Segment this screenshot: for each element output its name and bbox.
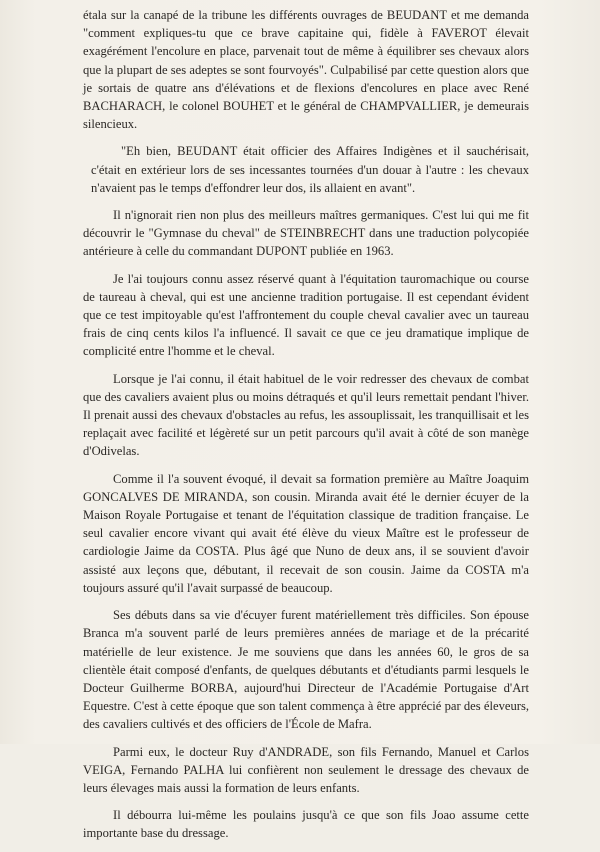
paragraph: étala sur la canapé de la tribune les différents ouvrages de BEUDANT et me demanda "comment expliques-tu que ce brave capitaine qui, fidèle à FAVEROT élevait exagérément l'encolure en place, parvenait tout de même à équilibrer ses chevaux alors que la plupart de ses adeptes se sont fourvoyés". Culpabilisé par cette question alors que je sortais de quatre ans d'élévations et de flexions d'encolures en place avec René BACHARACH, le colonel BOUHET et le général de CHAMPVALLIER, je demeurais silencieux. — [83, 8, 529, 132]
paragraph: Il n'ignorait rien non plus des meilleurs maîtres germaniques. C'est lui qui me fit découvrir le "Gymnase du cheval" de STEINBRECHT dans une traduction polycopiée antérieure à celle du commandant DUPONT publiée en 1963. — [83, 208, 529, 259]
paragraph: Lorsque je l'ai connu, il était habituel de le voir redresser des chevaux de combat que des cavaliers avaient plus ou moins détraqués et qu'il leurs remettait pendant l'hiver. Il prenait aussi des chevaux d'obstacles au refus, les assouplissait, les tranquillisait et les replaçait avec facilité et légèreté sur un petit parcours qu'il avait à côté de son manège d'Odivelas. — [83, 371, 529, 459]
paragraph: Il débourra lui-même les poulains jusqu'à ce que son fils Joao assume cette importante base du dressage. — [83, 808, 529, 841]
paragraph: Parmi eux, le docteur Ruy d'ANDRADE, son fils Fernando, Manuel et Carlos VEIGA, Fernando PALHA lui confièrent non seulement le dressage des chevaux de leurs élevages mais aussi la formation de leurs enfants. — [83, 744, 529, 795]
paragraph: Je l'ai toujours connu assez réservé quant à l'équitation tauromachique ou course de taureau à cheval, qui est une ancienne tradition portugaise. Il est cependant évident que ce test impitoyable qu'est l'affrontement du couple cheval cavalier avec un taureau frais de cinq cents kilos l'a influencé. Il savait ce que ce jeu dramatique implique de complicité entre l'homme et le cheval. — [83, 271, 529, 359]
paragraph: Comme il l'a souvent évoqué, il devait sa formation première au Maître Joaquim GONCALVES DE MIRANDA, son cousin. Miranda avait été le dernier écuyer de la Maison Royale Portugaise et tenant de l'équitation classique de tradition française. Le seul cavalier encore vivant qui avait été élève du vieux Maître est le professeur de cardiologie Jaime da COSTA. Plus âgé que Nuno de deux ans, il se souvient d'avoir assisté aux leçons que, débutant, il recevait de son cousin. Jaime da COSTA m'a toujours assuré qu'il l'avait surpassé de beaucoup. — [83, 471, 529, 595]
paragraph: Ses débuts dans sa vie d'écuyer furent matériellement très difficiles. Son épouse Branca m'a souvent parlé de leurs premières années de mariage et de la précarité matérielle de leur existence. Je me souviens que dans les années 60, le gros de sa clientèle était composé d'enfants, de quelques débutants et d'étudiants parmi lesquels le Docteur Guilherme BORBA, aujourd'hui Directeur de l'Académie Portugaise d'Art Equestre. C'est à cette époque que son talent commença à être apprécié par des éleveurs, des cavaliers cultivés et des officiers de l'École de Mafra. — [83, 608, 529, 732]
body-text — [83, 6, 529, 852]
paragraph-quote: "Eh bien, BEUDANT était officier des Affaires Indigènes et il sauchérisait, c'était en extérieur lors de ses incessantes tournées d'un douar à l'autre : les chevaux n'avaient pas le temps d'effondrer leur dos, ils allaient en avant". — [91, 144, 529, 195]
